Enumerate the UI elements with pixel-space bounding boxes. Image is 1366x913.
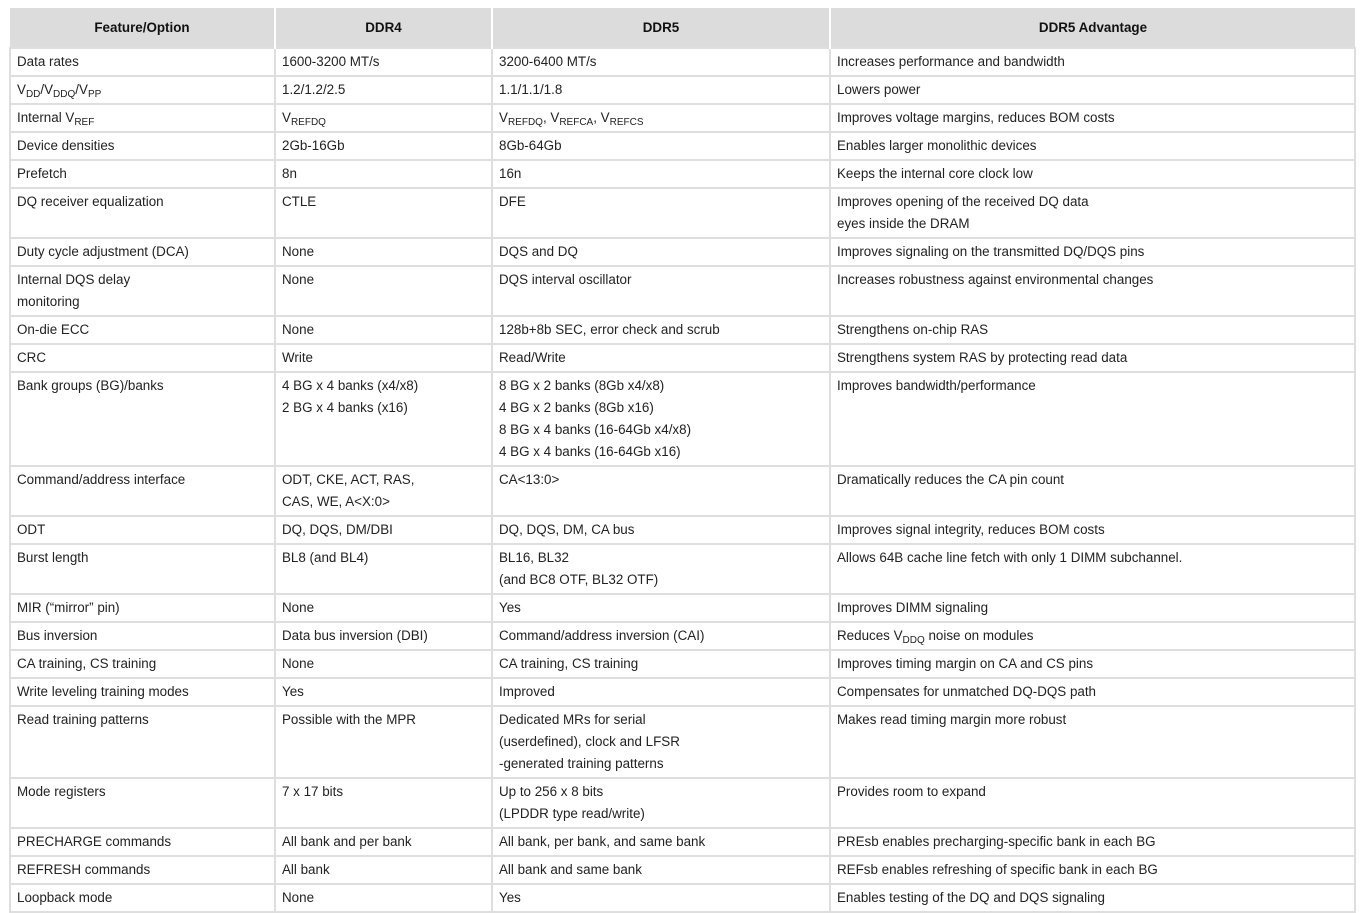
cell-text-line: BL16, BL32 xyxy=(499,550,569,565)
cell-text-line: CRC xyxy=(17,350,47,365)
cell-text-line: Loopback mode xyxy=(17,890,113,905)
table-row xyxy=(10,516,1355,544)
cell-text-line: Device densities xyxy=(17,138,115,153)
ddr5-cell xyxy=(492,706,830,778)
cell-text-line: Improves voltage margins, reduces BOM costs xyxy=(837,110,1115,125)
cell-text-line: Improved xyxy=(499,684,555,699)
table-row xyxy=(10,884,1355,912)
table-row xyxy=(10,266,1355,316)
ddr4-cell xyxy=(275,132,492,160)
cell-text-line: Enables larger monolithic devices xyxy=(837,138,1037,153)
feature-cell xyxy=(10,132,275,160)
cell-text-line: 4 BG x 4 banks (16-64Gb x16) xyxy=(499,444,681,459)
cell-text-line: None xyxy=(282,656,315,671)
cell-text-line: Allows 64B cache line fetch with only 1 DIMM subchannel. xyxy=(837,550,1183,565)
cell-text-line: CA training, CS training xyxy=(17,656,157,671)
cell-text-line: Command/address inversion (CAI) xyxy=(499,628,705,643)
cell-text-line: Possible with the MPR xyxy=(282,712,416,727)
advantage-cell xyxy=(830,372,1355,466)
ddr4-cell xyxy=(275,160,492,188)
advantage-cell xyxy=(830,828,1355,856)
ddr4-cell xyxy=(275,594,492,622)
ddr5-cell xyxy=(492,650,830,678)
cell-text-line: All bank xyxy=(282,862,330,877)
cell-text-line: Mode registers xyxy=(17,784,106,799)
advantage-cell xyxy=(830,160,1355,188)
cell-text-line: CA<13:0> xyxy=(499,472,560,487)
cell-text-line: Strengthens on-chip RAS xyxy=(837,322,989,337)
cell-text-line: Keeps the internal core clock low xyxy=(837,166,1033,181)
cell-text-line: Command/address interface xyxy=(17,472,186,487)
feature-cell xyxy=(10,650,275,678)
ddr5-cell xyxy=(492,160,830,188)
advantage-cell xyxy=(830,104,1355,132)
table-row xyxy=(10,316,1355,344)
header-ddr4: DDR4 xyxy=(275,8,492,48)
cell-text-line: (LPDDR type read/write) xyxy=(499,806,645,821)
cell-text-line: Yes xyxy=(499,890,521,905)
cell-text-line: monitoring xyxy=(17,294,80,309)
cell-text-line: 4 BG x 4 banks (x4/x8) xyxy=(282,378,419,393)
cell-text-line: PRECHARGE commands xyxy=(17,834,172,849)
ddr4-cell xyxy=(275,856,492,884)
cell-text-line: Increases robustness against environmental changes xyxy=(837,272,1154,287)
ddr5-cell xyxy=(492,132,830,160)
advantage-cell xyxy=(830,132,1355,160)
header-feature: Feature/Option xyxy=(10,8,275,48)
ddr4-cell xyxy=(275,516,492,544)
table-header xyxy=(10,8,1355,48)
cell-text-line: Enables testing of the DQ and DQS signaling xyxy=(837,890,1105,905)
table-row xyxy=(10,372,1355,466)
advantage-cell xyxy=(830,238,1355,266)
feature-cell xyxy=(10,466,275,516)
cell-text-line: Provides room to expand xyxy=(837,784,986,799)
table-row xyxy=(10,544,1355,594)
feature-cell xyxy=(10,266,275,316)
feature-cell xyxy=(10,238,275,266)
advantage-cell xyxy=(830,884,1355,912)
feature-cell xyxy=(10,828,275,856)
cell-text-line: Compensates for unmatched DQ-DQS path xyxy=(837,684,1097,699)
cell-text-line: ODT xyxy=(17,522,46,537)
cell-text-line: Improves DIMM signaling xyxy=(837,600,989,615)
header-row xyxy=(10,8,1355,48)
cell-text-line: None xyxy=(282,244,315,259)
cell-text-line: Internal DQS delay xyxy=(17,272,131,287)
table-row xyxy=(10,828,1355,856)
cell-text-line: Prefetch xyxy=(17,166,67,181)
feature-cell xyxy=(10,884,275,912)
ddr5-cell xyxy=(492,544,830,594)
cell-text-line: 3200-6400 MT/s xyxy=(499,54,597,69)
ddr4-cell xyxy=(275,266,492,316)
cell-text-line: Read/Write xyxy=(499,350,566,365)
advantage-cell xyxy=(830,266,1355,316)
table-row xyxy=(10,622,1355,650)
ddr5-cell xyxy=(492,594,830,622)
cell-text-line: Read training patterns xyxy=(17,712,149,727)
cell-text-line: -generated training patterns xyxy=(499,756,664,771)
feature-cell xyxy=(10,778,275,828)
advantage-cell xyxy=(830,706,1355,778)
ddr4-cell xyxy=(275,344,492,372)
advantage-cell xyxy=(830,48,1355,76)
table-row xyxy=(10,778,1355,828)
cell-text-line: Improves signaling on the transmitted DQ/DQS pins xyxy=(837,244,1145,259)
ddr4-cell xyxy=(275,316,492,344)
table-row xyxy=(10,706,1355,778)
ddr5-cell xyxy=(492,856,830,884)
table-body xyxy=(10,48,1355,912)
feature-cell xyxy=(10,706,275,778)
table-row xyxy=(10,48,1355,76)
ddr5-cell xyxy=(492,678,830,706)
header-ddr5-advantage: DDR5 Advantage xyxy=(830,8,1355,48)
cell-text-line: REFRESH commands xyxy=(17,862,151,877)
ddr5-cell xyxy=(492,372,830,466)
cell-text-line: PREsb enables precharging-specific bank in each BG xyxy=(837,834,1156,849)
ddr4-cell xyxy=(275,650,492,678)
cell-text-line: Burst length xyxy=(17,550,89,565)
ddr4-cell xyxy=(275,622,492,650)
feature-cell xyxy=(10,544,275,594)
cell-text-line: Data bus inversion (DBI) xyxy=(282,628,428,643)
cell-text-line: $V_{REFDQ}$ xyxy=(282,110,326,128)
cell-text-line: On-die ECC xyxy=(17,322,90,337)
advantage-cell xyxy=(830,188,1355,238)
cell-text-line: None xyxy=(282,890,315,905)
cell-text-line: 1.1/1.1/1.8 xyxy=(499,82,563,97)
ddr4-cell xyxy=(275,238,492,266)
table-row xyxy=(10,466,1355,516)
cell-text-line: Increases performance and bandwidth xyxy=(837,54,1065,69)
table-row xyxy=(10,160,1355,188)
ddr5-cell xyxy=(492,344,830,372)
advantage-cell xyxy=(830,466,1355,516)
cell-text-line: All bank and per bank xyxy=(282,834,412,849)
ddr5-cell xyxy=(492,828,830,856)
ddr5-cell xyxy=(492,884,830,912)
comparison-table-container xyxy=(9,8,1354,913)
cell-text-line: Yes xyxy=(499,600,521,615)
cell-text-line: ODT, CKE, ACT, RAS, xyxy=(282,472,415,487)
cell-text-line: Improves bandwidth/performance xyxy=(837,378,1036,393)
table-row xyxy=(10,132,1355,160)
cell-text-line: Lowers power xyxy=(837,82,921,97)
feature-cell xyxy=(10,856,275,884)
cell-text-line: Dedicated MRs for serial xyxy=(499,712,646,727)
cell-text-line: CTLE xyxy=(282,194,317,209)
feature-cell xyxy=(10,160,275,188)
ddr5-cell xyxy=(492,778,830,828)
table-row xyxy=(10,856,1355,884)
table-row xyxy=(10,104,1355,132)
feature-cell xyxy=(10,104,275,132)
ddr4-cell xyxy=(275,678,492,706)
cell-text-line: Write leveling training modes xyxy=(17,684,189,699)
cell-text-line: DFE xyxy=(499,194,526,209)
cell-text-line: None xyxy=(282,272,315,287)
cell-text-line: None xyxy=(282,322,315,337)
advantage-cell xyxy=(830,544,1355,594)
cell-text-line: DQS and DQ xyxy=(499,244,578,259)
feature-cell xyxy=(10,516,275,544)
table-row xyxy=(10,650,1355,678)
ddr5-cell xyxy=(492,516,830,544)
ddr5-cell xyxy=(492,188,830,238)
ddr4-cell xyxy=(275,778,492,828)
cell-text-line: 8n xyxy=(282,166,297,181)
ddr4-cell xyxy=(275,372,492,466)
feature-cell xyxy=(10,188,275,238)
ddr4-cell xyxy=(275,188,492,238)
cell-text-line: DQ, DQS, DM, CA bus xyxy=(499,522,635,537)
cell-text-line: Strengthens system RAS by protecting read data xyxy=(837,350,1128,365)
cell-text-line: 8Gb-64Gb xyxy=(499,138,562,153)
cell-text-line: 1600-3200 MT/s xyxy=(282,54,380,69)
cell-text-line: 128b+8b SEC, error check and scrub xyxy=(499,322,720,337)
cell-text-line: 1.2/1.2/2.5 xyxy=(282,82,346,97)
cell-text-line: Bus inversion xyxy=(17,628,98,643)
ddr4-ddr5-comparison-table xyxy=(9,8,1356,913)
advantage-cell xyxy=(830,622,1355,650)
table-row xyxy=(10,344,1355,372)
cell-text-line: Improves signal integrity, reduces BOM costs xyxy=(837,522,1105,537)
cell-text-line: REFsb enables refreshing of specific bank in each BG xyxy=(837,862,1158,877)
table-row xyxy=(10,594,1355,622)
cell-text-line: DQ receiver equalization xyxy=(17,194,164,209)
cell-text-line: 2 BG x 4 banks (x16) xyxy=(282,400,408,415)
cell-text-line: Improves timing margin on CA and CS pins xyxy=(837,656,1094,671)
advantage-cell xyxy=(830,76,1355,104)
ddr5-cell xyxy=(492,48,830,76)
ddr5-cell xyxy=(492,76,830,104)
cell-text-line: 2Gb-16Gb xyxy=(282,138,345,153)
advantage-cell xyxy=(830,316,1355,344)
cell-text-line: 16n xyxy=(499,166,522,181)
cell-text-line: CA training, CS training xyxy=(499,656,639,671)
advantage-cell xyxy=(830,856,1355,884)
table-row xyxy=(10,76,1355,104)
ddr5-cell xyxy=(492,622,830,650)
cell-text-line: All bank and same bank xyxy=(499,862,642,877)
ddr4-cell xyxy=(275,706,492,778)
cell-text-line: Write xyxy=(282,350,313,365)
feature-cell xyxy=(10,622,275,650)
advantage-cell xyxy=(830,650,1355,678)
advantage-cell xyxy=(830,778,1355,828)
advantage-cell xyxy=(830,678,1355,706)
ddr5-cell xyxy=(492,466,830,516)
cell-text-line: Bank groups (BG)/banks xyxy=(17,378,164,393)
ddr4-cell xyxy=(275,48,492,76)
table-row xyxy=(10,678,1355,706)
cell-text-line: DQS interval oscillator xyxy=(499,272,632,287)
table-row xyxy=(10,188,1355,238)
ddr4-cell xyxy=(275,828,492,856)
cell-text-line: (and BC8 OTF, BL32 OTF) xyxy=(499,572,659,587)
cell-text-line: MIR (“mirror” pin) xyxy=(17,600,120,615)
cell-text-line: (userdefined), clock and LFSR xyxy=(499,734,680,749)
cell-text-line: Up to 256 x 8 bits xyxy=(499,784,604,799)
cell-text-line: Dramatically reduces the CA pin count xyxy=(837,472,1065,487)
cell-text-line: Duty cycle adjustment (DCA) xyxy=(17,244,189,259)
cell-text-line: All bank, per bank, and same bank xyxy=(499,834,706,849)
ddr4-cell xyxy=(275,884,492,912)
feature-cell xyxy=(10,76,275,104)
ddr5-cell xyxy=(492,316,830,344)
advantage-cell xyxy=(830,516,1355,544)
cell-text-line: Improves opening of the received DQ data xyxy=(837,194,1089,209)
cell-text-line: Reduces $V_{DDQ}$ noise on modules xyxy=(837,628,1034,646)
cell-text-line: Makes read timing margin more robust xyxy=(837,712,1067,727)
feature-cell xyxy=(10,678,275,706)
cell-text-line: eyes inside the DRAM xyxy=(837,216,970,231)
cell-text-line: DQ, DQS, DM/DBI xyxy=(282,522,393,537)
feature-cell xyxy=(10,316,275,344)
ddr5-cell xyxy=(492,266,830,316)
advantage-cell xyxy=(830,344,1355,372)
cell-text-line: Internal $V_{REF}$ xyxy=(17,110,95,128)
feature-cell xyxy=(10,48,275,76)
header-ddr5: DDR5 xyxy=(492,8,830,48)
cell-text-line: Data rates xyxy=(17,54,79,69)
ddr4-cell xyxy=(275,76,492,104)
cell-text-line: $V_{REFDQ}$, $V_{REFCA}$, $V_{REFCS}$ xyxy=(499,110,644,128)
cell-text-line: Yes xyxy=(282,684,304,699)
feature-cell xyxy=(10,344,275,372)
cell-text-line: 8 BG x 4 banks (16-64Gb x4/x8) xyxy=(499,422,692,437)
cell-text-line: CAS, WE, A<X:0> xyxy=(282,494,390,509)
feature-cell xyxy=(10,372,275,466)
cell-text-line: $V_{DD}/V_{DDQ}/V_{PP}$ xyxy=(17,82,102,100)
ddr4-cell xyxy=(275,104,492,132)
ddr5-cell xyxy=(492,238,830,266)
table-row xyxy=(10,238,1355,266)
cell-text-line: None xyxy=(282,600,315,615)
feature-cell xyxy=(10,594,275,622)
cell-text-line: BL8 (and BL4) xyxy=(282,550,369,565)
cell-text-line: 8 BG x 2 banks (8Gb x4/x8) xyxy=(499,378,665,393)
cell-text-line: 7 x 17 bits xyxy=(282,784,344,799)
ddr5-cell xyxy=(492,104,830,132)
ddr4-cell xyxy=(275,544,492,594)
advantage-cell xyxy=(830,594,1355,622)
cell-text-line: 4 BG x 2 banks (8Gb x16) xyxy=(499,400,654,415)
ddr4-cell xyxy=(275,466,492,516)
